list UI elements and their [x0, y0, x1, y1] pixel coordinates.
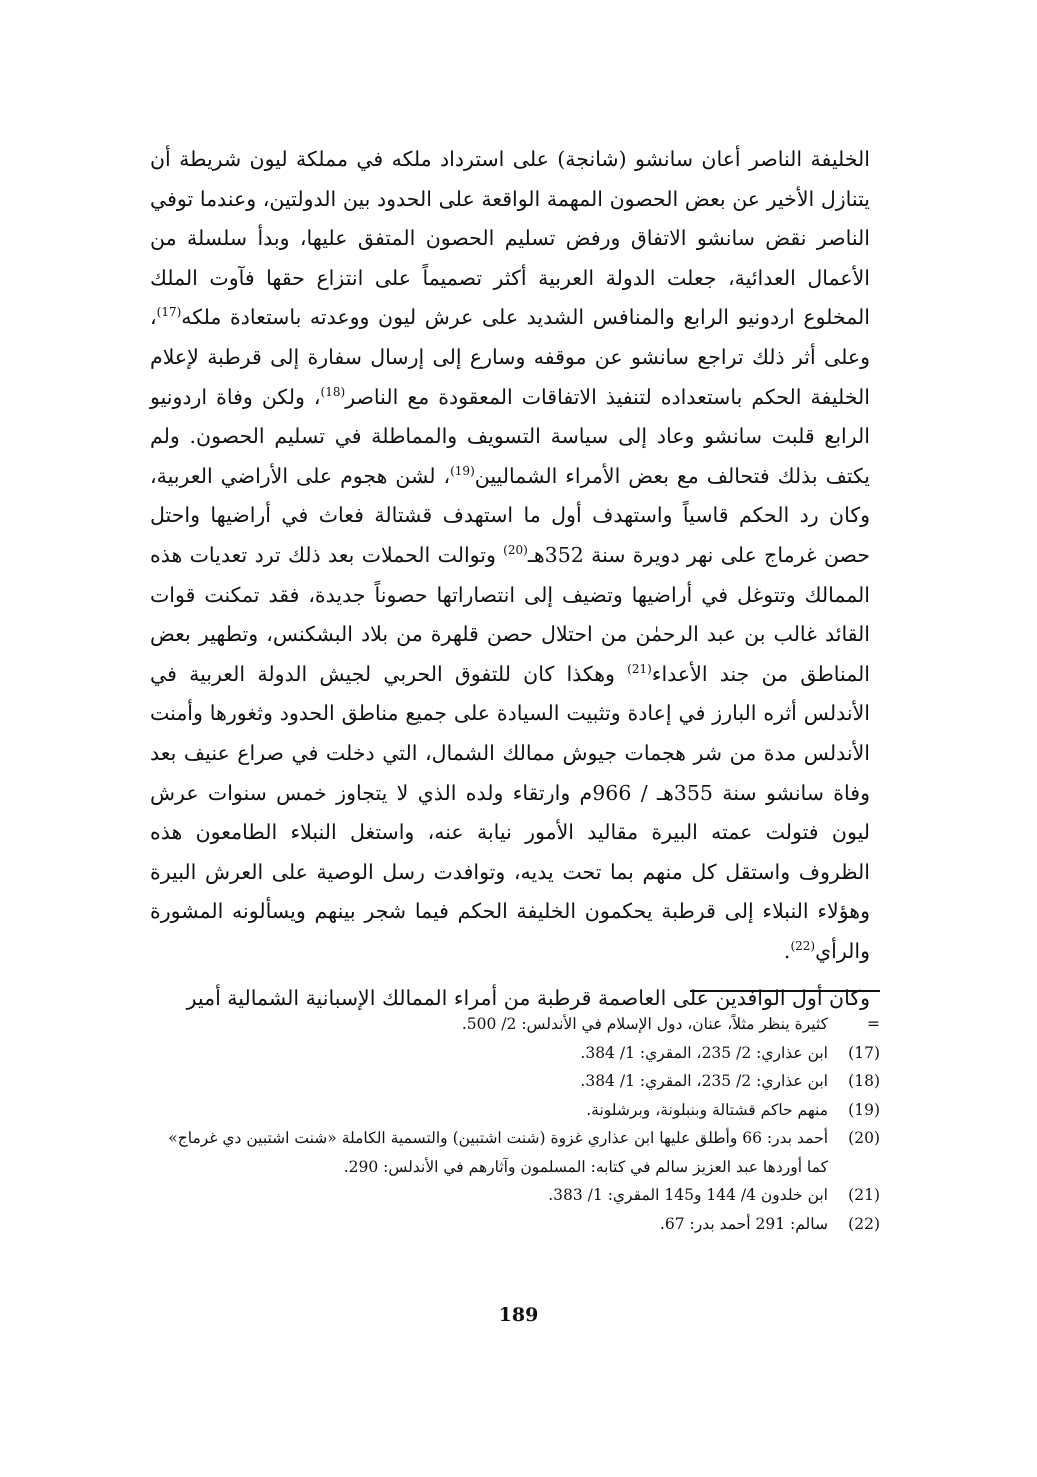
- main-text-block: [150, 140, 870, 1019]
- footnote-number: (19): [848, 1100, 880, 1119]
- footnote-ref-19: (19): [450, 463, 475, 478]
- footnote-text: ابن خلدون 4/ 144 و145 المقري: 1/ 383.: [548, 1186, 828, 1204]
- footnote-number: (18): [848, 1072, 880, 1090]
- paragraph-1: [150, 140, 870, 971]
- footnote-ref-22: (22): [790, 939, 816, 954]
- paragraph-1-segment: وتوالت الحملات بعد ذلك ترد تعديات هذه الممالك وتتوغل في أراضيها وتضيف إلى انتصاراتها حصوناً جديدة، فقد تمكنت قوات القائد غالب بن عبد الرحمٰن من احتلال حصن قلهرة من بلاد البشكنس، وتطهير بعض المناطق من جند الأعداء: [150, 542, 871, 686]
- footnote-number: =: [867, 1015, 880, 1033]
- footnote-item: [150, 1039, 880, 1068]
- footnote-number: (20): [848, 1129, 880, 1147]
- paragraph-1-segment: الخليفة الناصر أعان سانشو (شانجة) على استرداد ملكه في مملكة ليون شريطة أن يتنازل الأخير عن بعض الحصون المهمة الواقعة على الحدود بين الدولتين، وعندما توفي الناصر نقض سانشو الاتفاق ورفض تسليم الحصون المتفق عليها، وبدأ سلسلة من الأعمال العدائية، جعلت الدولة العربية أكثر تصميماً على انتزاع حقها فآوت الملك المخلوع اردونيو الرابع والمنافس الشديد على عرش ليون ووعدته باستعادة ملكه: [150, 147, 870, 330]
- page-number: 189: [498, 1304, 539, 1326]
- footnote-number: (21): [848, 1186, 880, 1204]
- footnote-ref-17: (17): [156, 305, 182, 320]
- paragraph-1-segment: .: [783, 938, 791, 963]
- paragraph-1-segment: ، ولكن وفاة اردونيو الرابع قلبت سانشو وعاد إلى سياسة التسويف والمماطلة في تسليم الحصون. ولم يكتف بذلك فتحالف مع بعض الأمراء الشماليين: [150, 384, 871, 488]
- footnote-text: ابن عذاري: 2/ 235، المقري: 1/ 384.: [580, 1043, 828, 1062]
- footnote-ref-18: (18): [320, 384, 346, 399]
- paragraph-1-segment: ، لشن هجوم على الأراضي العربية، وكان رد الحكم قاسياً واستهدف أول ما استهدف قشتالة فعاث في أراضيها واحتل حصن غرماج على نهر دويرة سنة 352هـ: [150, 463, 870, 567]
- footnote-item: [150, 1010, 880, 1039]
- footnote-text: منهم حاكم قشتالة وبنبلونة، وبرشلونة.: [586, 1100, 828, 1119]
- paragraph-1-segment: وهكذا كان للتفوق الحربي لجيش الدولة العربية في الأندلس أثره البارز في إعادة وتثبيت السيادة على جميع مناطق الحدود وثغورها وأمنت الأندلس مدة من شر هجمات جيوش ممالك الشمال، التي دخلت في صراع عنيف بعد وفاة سانشو سنة 355هـ / 966م وارتقاء ولده الذي لا يتجاوز خمس سنوات عرش ليون فتولت عمته البيرة مقاليد الأمور نيابة عنه، واستغل النبلاء الطامعون هذه الظروف واستقل كل منهم بما تحت يديه، وتوافدت رسل الوصية على العرش البيرة وهؤلاء النبلاء إلى قرطبة يحكمون الخليفة الحكم فيما شجر بينهم ويسألونه المشورة والرأي: [150, 661, 870, 963]
- footnote-item: [150, 1096, 880, 1125]
- footnote-item: [150, 1124, 880, 1181]
- footnote-text: سالم: 291 أحمد بدر: 67.: [659, 1214, 828, 1233]
- footnote-ref-20: (20): [503, 543, 528, 558]
- footnote-text: أحمد بدر: 66 وأطلق عليها ابن عذاري غزوة (شنت اشتبين) والتسمية الكاملة «شنت اشتبين دي غرماج» كما أوردها عبد العزيز سالم في كتابه: المسلمون وآثارهم في الأندلس: 290.: [168, 1129, 828, 1176]
- footnote-text: كثيرة ينظر مثلاً، عنان، دول الإسلام في الأندلس: 2/ 500.: [461, 1015, 828, 1033]
- paragraph-2: وكان أول الوافدين على العاصمة قرطبة من أمراء الممالك الإسبانية الشمالية أمير: [186, 986, 870, 1011]
- footnote-number: (17): [848, 1043, 880, 1062]
- footnote-text: ابن عذاري: 2/ 235، المقري: 1/ 384.: [580, 1072, 828, 1090]
- paragraph-1-segment: ، وعلى أثر ذلك تراجع سانشو عن موقفه وسارع إلى إرسال سفارة إلى قرطبة لإعلام الخليفة الحكم باستعداده لتنفيذ الاتفاقات المعقودة مع الناصر: [150, 305, 870, 409]
- footnote-item: [150, 1067, 880, 1096]
- footnote-item: [150, 1210, 880, 1239]
- footnote-ref-21: (21): [627, 661, 652, 676]
- footnote-separator-rule: [690, 990, 880, 992]
- footnotes-list: [150, 1010, 880, 1238]
- footnote-item: [150, 1181, 880, 1210]
- footnote-number: (22): [848, 1214, 880, 1233]
